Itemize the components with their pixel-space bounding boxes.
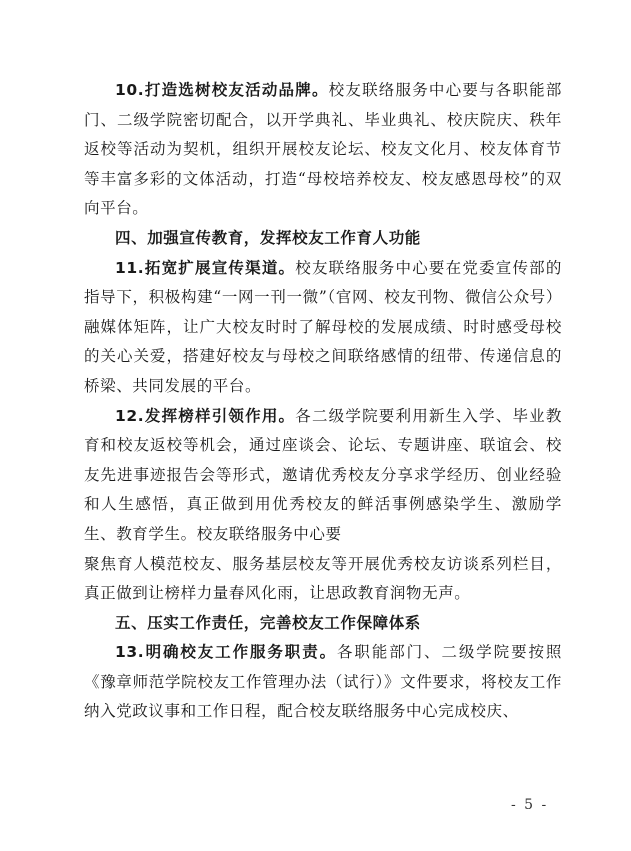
paragraph-13 [84, 638, 562, 727]
item-lead-11: 11.拓宽扩展宣传渠道。 [115, 258, 296, 277]
paragraph-11 [84, 254, 562, 402]
document-body [84, 76, 562, 727]
item-lead-13: 13.明确校友工作服务职责。 [115, 643, 338, 662]
item-text-11: 校友联络服务中心要在党委宣传部的指导下，积极构建“一网一刊一微”（官网、校友刊物、微信公众号）融媒体矩阵，让广大校友时时了解母校的发展成绩、时时感受母校的关心关爱，搭建好校友与母校之间联络感情的纽带、传递信息的桥梁、共同发展的平台。 [84, 258, 562, 395]
item-text-13: 各职能部门、二级学院要按照《豫章师范学院校友工作管理办法（试行）》文件要求，将校友工作纳入党政议事和工作日程，配合校友联络服务中心完成校庆、 [84, 643, 562, 721]
item-lead-10: 10.打造选树校友活动品牌。 [115, 81, 329, 99]
paragraph-10 [84, 76, 562, 224]
item-lead-12: 12.发挥榜样引领作用。 [115, 406, 296, 425]
item-text-10: 校友联络服务中心要与各职能部门、二级学院密切配合，以开学典礼、毕业典礼、校庆院庆、秩年返校等活动为契机，组织开展校友论坛、校友文化月、校友体育节等丰富多彩的文体活动，打造“母校培养校友、校友感恩母校”的双向平台。 [84, 81, 562, 218]
section-heading-5: 五、压实工作责任，完善校友工作保障体系 [115, 613, 421, 632]
paragraph-12-continued: 聚焦育人模范校友、服务基层校友等开展优秀校友访谈系列栏目，真正做到让榜样力量春风化雨，让思政教育润物无声。 [84, 554, 562, 603]
item-text-12: 各二级学院要利用新生入学、毕业教育和校友返校等机会，通过座谈会、论坛、专题讲座、联谊会、校友先进事迹报告会等形式，邀请优秀校友分享求学经历、创业经验和人生感悟，真正做到用优秀校友的鲜活事例感染学生、激励学生、教育学生。校友联络服务中心要 [84, 406, 562, 543]
paragraph-12 [84, 402, 562, 550]
page-number: - 5 - [511, 797, 549, 813]
section-heading-4: 四、加强宣传教育，发挥校友工作育人功能 [115, 228, 421, 247]
